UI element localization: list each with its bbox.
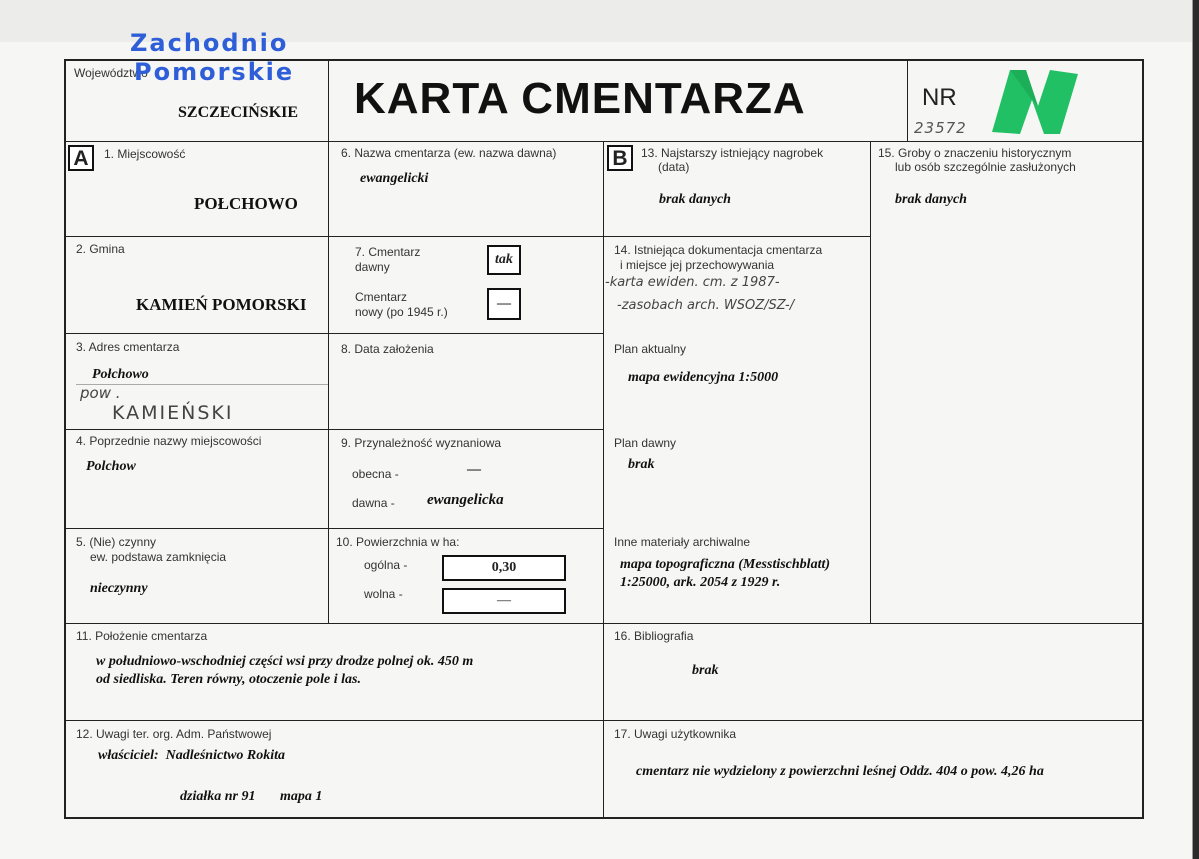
field-4-label: 4. Poprzednie nazwy miejscowości	[76, 434, 262, 448]
right-edge	[1193, 0, 1199, 859]
green-marker-n-icon	[986, 66, 1086, 138]
field-2-value: KAMIEŃ POMORSKI	[136, 295, 307, 314]
stamp-line-2: Pomorskie	[134, 58, 295, 86]
field-14-handwritten-2: -zasobach arch. WSOZ/SZ-/	[617, 298, 795, 313]
field-7-new-box: —	[487, 288, 521, 320]
field-10-free-label: wolna -	[364, 587, 403, 601]
plan-old-value: brak	[628, 457, 655, 472]
field-10-total-box: 0,30	[442, 555, 566, 581]
archival-value-1: mapa topograficzna (Messtischblatt)	[620, 557, 831, 572]
voivodeship-value: SZCZECIŃSKIE	[178, 104, 299, 121]
field-5-label-1: 5. (Nie) czynny	[76, 535, 157, 549]
field-8-label: 8. Data założenia	[341, 342, 434, 356]
nr-handwritten: 23572	[914, 119, 967, 137]
field-3-handwritten-1: pow .	[80, 384, 121, 402]
field-6-label: 6. Nazwa cmentarza (ew. nazwa dawna)	[341, 146, 557, 160]
field-12-value-1: właściciel: Nadleśnictwo Rokita	[98, 748, 286, 763]
field-5-label-2: ew. podstawa zamknięcia	[90, 550, 227, 564]
field-7-new-label-2: nowy (po 1945 r.)	[355, 305, 448, 319]
field-10-label: 10. Powierzchnia w ha:	[336, 535, 460, 549]
field-14-label-1: 14. Istniejąca dokumentacja cmentarza	[614, 243, 823, 257]
field-1-value: POŁCHOWO	[194, 194, 298, 213]
nr-label: NR	[922, 84, 957, 111]
field-3-label: 3. Adres cmentarza	[76, 340, 180, 354]
field-15-label-2: lub osób szczególnie zasłużonych	[895, 160, 1076, 174]
field-7-old-box: tak	[487, 245, 521, 275]
field-13-value: brak danych	[659, 192, 731, 207]
field-10-total-label: ogólna -	[364, 558, 408, 572]
field-3-handwritten-2: KAMIEŃSKI	[112, 402, 234, 424]
field-14-label-2: i miejsce jej przechowywania	[620, 258, 775, 272]
plan-old-label: Plan dawny	[614, 436, 677, 450]
field-16-label: 16. Bibliografia	[614, 629, 694, 643]
field-11-label: 11. Położenie cmentarza	[76, 629, 208, 643]
field-9-former-label: dawna -	[352, 496, 395, 510]
field-15-label-1: 15. Groby o znaczeniu historycznym	[878, 146, 1072, 160]
field-12-label: 12. Uwagi ter. org. Adm. Państwowej	[76, 727, 272, 741]
page-title: KARTA CMENTARZA	[354, 74, 806, 123]
field-11-value-2: od siedliska. Teren równy, otoczenie pole i las.	[96, 672, 361, 687]
field-3-value: Połchowo	[92, 367, 149, 382]
voivodeship-label: Województwo	[74, 66, 148, 80]
field-1-label: 1. Miejscowość	[104, 147, 186, 161]
field-4-value: Polchow	[86, 459, 136, 474]
archival-label: Inne materiały archiwalne	[614, 535, 751, 549]
field-14-handwritten-1: -karta ewiden. cm. z 1987-	[605, 275, 780, 290]
field-2-label: 2. Gmina	[76, 242, 125, 256]
field-9-label: 9. Przynależność wyznaniowa	[341, 436, 502, 450]
plan-current-label: Plan aktualny	[614, 342, 687, 356]
field-12-value-2: działka nr 91 mapa 1	[180, 789, 323, 804]
field-13-label-1: 13. Najstarszy istniejący nagrobek	[641, 146, 824, 160]
field-7-old-label-1: 7. Cmentarz	[355, 245, 421, 259]
archival-value-2: 1:25000, ark. 2054 z 1929 r.	[620, 575, 781, 590]
field-15-value: brak danych	[895, 192, 967, 207]
field-13-label-2: (data)	[658, 160, 690, 174]
field-7-old-label-2: dawny	[355, 260, 390, 274]
section-a-badge: A	[68, 145, 94, 171]
field-10-free-box: —	[442, 588, 566, 614]
section-b-badge: B	[607, 145, 633, 171]
field-5-value: nieczynny	[90, 581, 148, 596]
field-16-value: brak	[692, 663, 719, 678]
field-17-label: 17. Uwagi użytkownika	[614, 727, 737, 741]
plan-current-value: mapa ewidencyjna 1:5000	[628, 370, 779, 385]
stamp-line-1: Zachodnio	[130, 29, 289, 57]
field-9-current-label: obecna -	[352, 467, 399, 481]
field-15-cell	[870, 141, 1144, 624]
field-7-new-label-1: Cmentarz	[355, 290, 408, 304]
field-17-value: cmentarz nie wydzielony z powierzchni leśnej Oddz. 404 o pow. 4,26 ha	[636, 764, 1044, 779]
field-6-value: ewangelicki	[360, 171, 429, 186]
field-9-former-value: ewangelicka	[427, 492, 504, 508]
field-11-value-1: w południowo-wschodniej części wsi przy drodze polnej ok. 450 m	[96, 654, 474, 669]
field-9-current-value: —	[467, 462, 481, 477]
